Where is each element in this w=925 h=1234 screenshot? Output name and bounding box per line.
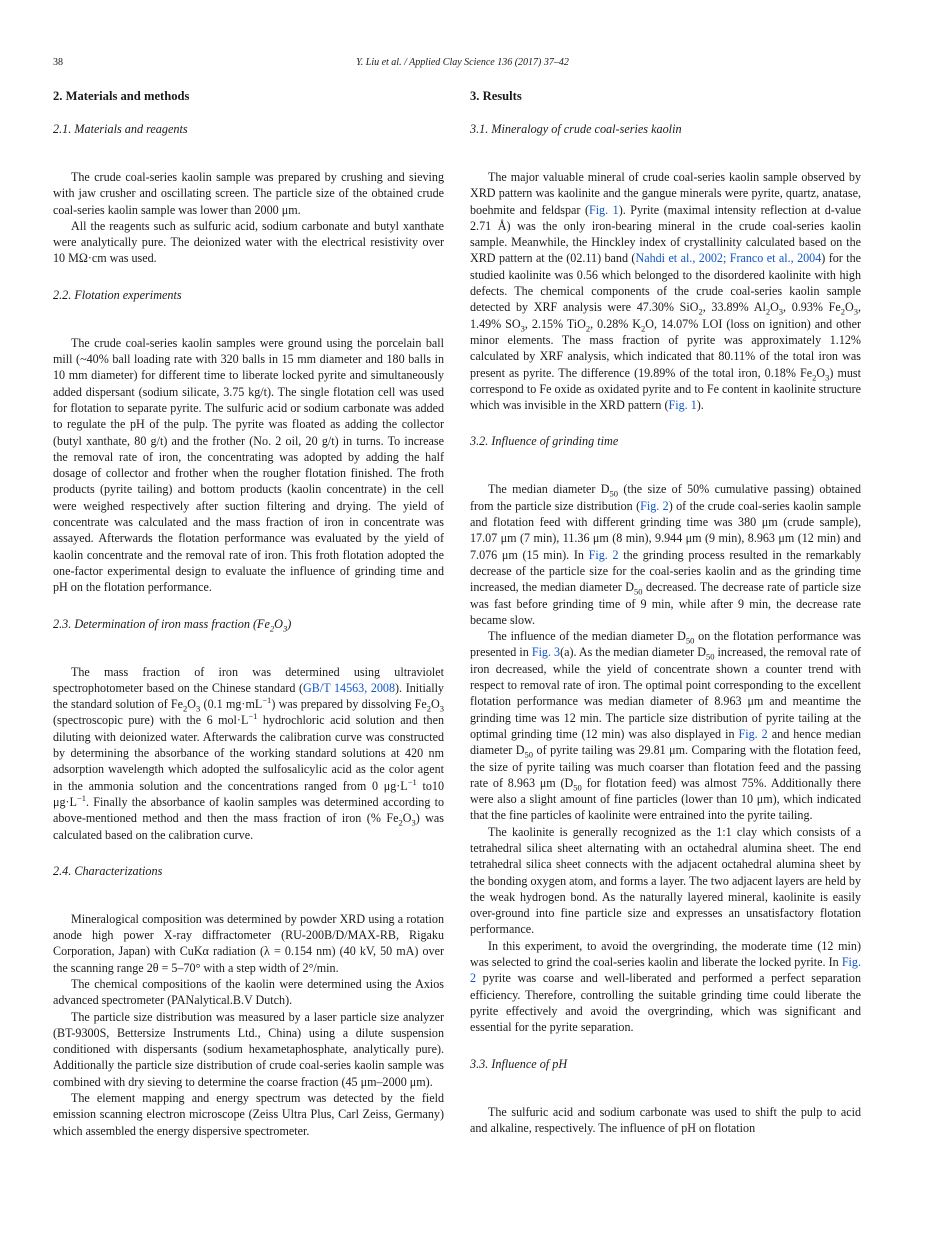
reference-link[interactable]: GB/T 14563, 2008 xyxy=(303,680,396,695)
paragraph: The kaolinite is generally recognized as the 1:1 clay which consists of a tetrahedral silica sheet alternating with an octahedral alumina sheet. The end tetrahedral silica sheet connects with the adjacent octahedral alumina sheet by the bonding oxygen atom, and forms a layer. The two adjacent layers are held by the weak hydrogen bond. As the naturally layered mineral, kaolinite is easily over-ground into fine particle size and expresses an unsatisfactory flotation performance. xyxy=(470,824,861,937)
section-3-1-title: 3.1. Mineralogy of crude coal-series kaolin xyxy=(470,122,682,136)
right-column xyxy=(470,88,861,1136)
reference-link[interactable]: Nahdi et al., 2002; Franco et al., 2004 xyxy=(635,251,822,266)
figure-link[interactable]: Fig. 1 xyxy=(668,398,697,413)
paragraph: The element mapping and energy spectrum was detected by the field emission scanning electron microscope (Zeiss Ultra Plus, Carl Zeiss, Germany) which assembled the energy dispersive spectrometer. xyxy=(53,1091,444,1138)
left-column xyxy=(53,88,444,1139)
figure-link[interactable]: Fig. 2 xyxy=(640,498,669,513)
section-2-3-title: 2.3. Determination of iron mass fraction $(Fe_2O_3)$ xyxy=(53,616,292,633)
paragraph: All the reagents such as sulfuric acid, sodium carbonate and butyl xanthate were analytically pure. The deionized water with the electrical resistivity over 10 MΩ·cm was used. xyxy=(53,218,444,266)
page-number: 38 xyxy=(53,57,63,68)
paragraph: The mass fraction of iron was determined using ultraviolet spectrophotometer based on the Chinese standard (GB/T 14563, 2008). Initially the standard solution of $Fe_2O_3$ (0.1 $mg\cdot mL^{-1}$) was prepared by dissolving $Fe_2O_3$ (spectroscopic pure) with the 6 $mol\cdot L^{-1}$ hydrochloric acid solution and then diluting with deionized water. Afterwards the calibration curve was constructed by determining the absorbance of the working standard solutions at 420 nm adsorption wavelength which adopted the sulfosalicylic acid as the color agent in the ammonia solution and the concentrations ranged from 0 $\mu g\cdot L^{-1}$ to10 $\mu g\cdot L^{-1}$. Finally the absorbance of kaolin samples was determined according to above-mentioned method and then the mass fraction of iron (% $Fe_2O_3$) was calculated based on the calibration curve. xyxy=(53,664,445,842)
section-3-3-title: 3.3. Influence of pH xyxy=(470,1056,568,1071)
section-3-title: 3. Results xyxy=(470,89,522,103)
section-2-1-title: 2.1. Materials and reagents xyxy=(53,122,188,136)
figure-link[interactable]: Fig. 2 xyxy=(470,955,861,986)
figure-link[interactable]: Fig. 2 xyxy=(588,547,619,562)
section-2-4-title: 2.4. Characterizations xyxy=(53,863,163,878)
paragraph: Mineralogical composition was determined by powder XRD using a rotation anode high power X-ray diffractometer (RU-200B/D/MAX-RB, Rigaku Corporation, Japan) with CuKα radiation (λ = 0.154 nm) (40 kV, 50 mA) over the scanning range 2θ = 5–70° with a step width of 2°/min. xyxy=(53,911,444,975)
paragraph: The influence of the median diameter $D_{50}$ on the flotation performance was presented in Fig. 3(a). As the median diameter $D_{50}$ increased, the removal rate of iron decreased, while the yield of concentrate shown a counter trend with respect to removal rate of iron. The optimal point corresponding to the excellent flotation performance was median diameter of 8.963 μm and meantime the grinding time was 12 min. The particle size distribution of pyrite tailing at the optimal grinding time (12 min) was also displayed in Fig. 2 and hence median diameter $D_{50}$ of pyrite tailing was 29.81 μm. Comparing with the flotation feed, the size of pyrite tailing was much coarser than flotation feed and the passing rate of 8.963 μm ($D_{50}$ for flotation feed) was almost 75%. Additionally there were also a slight amount of fine particles (lower than 10 μm), which indicated that the fine particles of kaolinite were entrained into the pyrite tailing. xyxy=(470,629,862,823)
paragraph: The median diameter $D_{50}$ (the size of 50% cumulative passing) obtained from the particle size distribution (Fig. 2) of the crude coal-series kaolin sample and flotation feed with different grinding time was 380 μm (crude sample), 17.07 μm (7 min), 11.36 μm (8 min), 9.944 μm (9 min), 8.963 μm (12 min) and 7.076 μm (15 min). In Fig. 2 the grinding process resulted in the remarkably decrease of the particle size for the coal-series kaolin and as the grinding time increased, the median diameter $D_{50}$ decreased. The decrease rate of particle size was fast before grinding time of 9 min, while after 9 min, the decrease rate became slow. xyxy=(470,482,861,627)
running-head: Y. Liu et al. / Applied Clay Science 136 (2017) 37–42 xyxy=(356,57,569,68)
paragraph: The crude coal-series kaolin sample was prepared by crushing and sieving with jaw crusher and oscillating screen. The particle size of the obtained crude coal-series kaolin sample was lower than 2000 μm. xyxy=(53,170,444,217)
figure-link[interactable]: Fig. 3 xyxy=(531,645,561,660)
paragraph: The chemical compositions of the kaolin were determined using the Axios advanced spectrometer (PANalytical.B.V Dutch). xyxy=(53,976,444,1008)
paragraph: The sulfuric acid and sodium carbonate was used to shift the pulp to acid and alkaline, respectively. The influence of pH on flotation xyxy=(470,1104,861,1135)
paragraph: The particle size distribution was measured by a laser particle size analyzer (BT-9300S, Bettersize Instruments Ltd., China) using a dilute suspension conditioned with dispersants (sodium hexametaphosphate, analytically pure). Additionally the particle size distribution of crude coal-series kaolin sample was combined with dry sieving to determine the coarse fraction (45 μm–2000 μm). xyxy=(53,1009,444,1089)
section-3-2-title: 3.2. Influence of grinding time xyxy=(470,434,619,449)
paragraph: The major valuable mineral of crude coal-series kaolin sample observed by XRD pattern was kaolinite and the gangue minerals were pyrite, quartz, anatase, boehmite and feldspar (Fig. 1). Pyrite (maximal intensity reflection at d-value 2.71 Å) was the only iron-bearing mineral in the crude coal-series kaolin sample. Meanwhile, the Hinckley index of crystallinity calculated based on the XRD pattern at the (02.11) band (Nahdi et al., 2002; Franco et al., 2004) for the studied kaolinite was 0.56 which belonged to the disordered kaolinite with high defects. The chemical components of the crude coal-series kaolin sample detected by XRF analysis were 47.30% SiO$_2$, 33.89% $Al_2O_3$, 0.93% $Fe_2O_3$, 1.49% $SO_3$, 2.15% TiO$_2$, 0.28% $K_2O$, 14.07% LOI (loss on ignition) and other minor elements. The mass fraction of pyrite was approximately 1.12% calculated by XRF analysis, which indicated that 80.11% of the total iron was present as pyrite. The difference (19.89% of the total iron, 0.18% $Fe_2O_3$) must correspond to Fe oxide as oxidated pyrite and to Fe content in kaolinite structure which was invisible in the XRD pattern (Fig. 1). xyxy=(470,170,862,413)
section-2-2-title: 2.2. Flotation experiments xyxy=(53,287,182,302)
section-2-title: 2. Materials and methods xyxy=(53,89,190,103)
figure-link[interactable]: Fig. 1 xyxy=(588,202,619,217)
figure-link[interactable]: Fig. 2 xyxy=(738,726,768,741)
paragraph: In this experiment, to avoid the overgrinding, the moderate time (12 min) was selected to grind the coal-series kaolin and liberate the locked pyrite. In Fig. 2 pyrite was coarse and well-liberated and performed a perfect separation efficiency. Therefore, controlling the suitable grinding time could liberate the pyrite effectively and avoid the overgrinding, which was significant and essential for the pyrite separation. xyxy=(470,938,861,1035)
paragraph: The crude coal-series kaolin samples were ground using the porcelain ball mill (~40% ball loading rate with 320 balls in 15 mm diameter and 180 balls in 10 mm diameter) for different time to liberate locked pyrite and simultaneously added dispersant (sodium silicate, 3.75 kg/t). The single flotation cell was used for flotation to separate pyrite. The sulfuric acid or sodium carbonate was added to regulate the pH of the pulp. The pyrite was floated as adding the collector (butyl xanthate, 80 g/t) and the frother (No. 2 oil, 20 g/t) in turns. To increase the removal rate of iron, the concentrating was adopted by adding the half dosage of collector and frother when the rougher flotation finished. The froth products (pyrite tailing) and bottom products (kaolin concentrate) in the cell were weighed respectively after suction filtering and drying. The yield of concentrate was calculated and the mass fraction of iron in concentrate was assayed. Afterwards the flotation performance was evaluated by the yield of kaolin concentrate and the removal rate of iron. This froth flotation adopted the one-factor experimental design to evaluate the influence of grinding time and pH on the flotation performance. xyxy=(53,335,444,595)
